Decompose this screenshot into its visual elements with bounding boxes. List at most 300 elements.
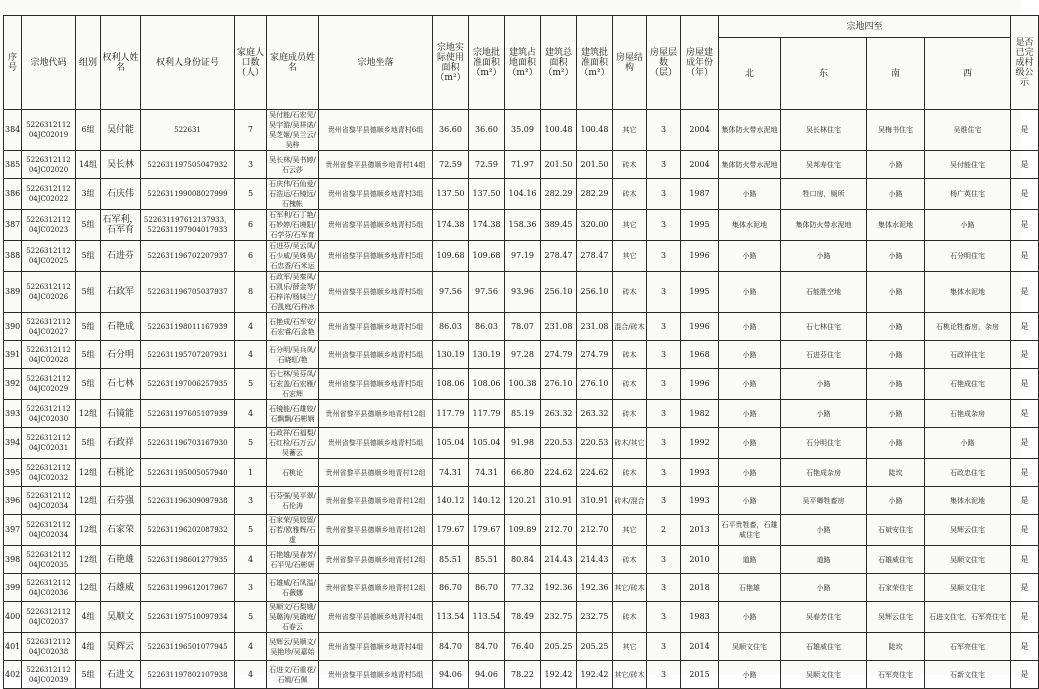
cell-members: 石政祥/石福梨/石红检/石万云/吴蓄云 <box>267 428 319 459</box>
cell-address: 贵州省黎平县德顺乡地青村5组 <box>319 428 433 459</box>
cell-actual-area: 97.56 <box>433 272 469 313</box>
cell-id-number: 522631197006257935 <box>141 369 235 400</box>
table-row <box>4 487 1039 515</box>
cell-west: 集体水泥地 <box>925 487 1011 515</box>
table-body <box>4 110 1039 689</box>
cell-east: 石分明住宅 <box>781 428 867 459</box>
cell-household-size: 5 <box>235 515 267 546</box>
cell-group: 3组 <box>76 179 101 210</box>
table-row <box>4 369 1039 400</box>
cell-approved-area: 36.60 <box>469 110 505 151</box>
cell-members: 吴长林/吴书婷/石云莎 <box>267 151 319 179</box>
cell-household-size: 3 <box>235 574 267 602</box>
cell-east: 石能胜空地 <box>781 272 867 313</box>
cell-floors: 3 <box>647 313 681 341</box>
cell-approved-floor: 231.08 <box>577 313 613 341</box>
cell-year: 1995 <box>681 210 719 241</box>
header-north: 北 <box>719 38 781 110</box>
cell-approved-area: 140.12 <box>469 487 505 515</box>
cell-south: 石雄威住宅 <box>867 546 925 574</box>
cell-members: 吴付能/石宏见/吴宇游/吴祥诺/吴芝姬/吴兰云/吴梓 <box>267 110 319 151</box>
cell-code: 5226312112 04JC02034 <box>22 487 76 515</box>
cell-actual-area: 86.70 <box>433 574 469 602</box>
cell-actual-area: 86.03 <box>433 313 469 341</box>
cell-seq: 400 <box>4 602 22 633</box>
cell-approved-floor: 282.29 <box>577 179 613 210</box>
cell-owner: 吴长林 <box>101 151 141 179</box>
table-row <box>4 151 1039 179</box>
cell-owner: 石政祥 <box>101 428 141 459</box>
cell-address: 贵州省黎平县德顺乡地青村3组 <box>319 179 433 210</box>
cell-id-number: 522631197605107939 <box>141 400 235 428</box>
table-row <box>4 459 1039 487</box>
homestead-register-table <box>3 15 1039 689</box>
cell-total-floor: 214.43 <box>541 546 577 574</box>
cell-group: 12组 <box>76 574 101 602</box>
cell-approved-area: 113.54 <box>469 602 505 633</box>
header-actual-area: 宗地实际使用面积（m²） <box>433 16 469 110</box>
cell-structure: 其它 <box>613 633 647 661</box>
cell-id-number: 522631 <box>141 110 235 151</box>
cell-approved-floor: 263.32 <box>577 400 613 428</box>
cell-west: 石艳成住宅 <box>925 369 1011 400</box>
cell-floors: 3 <box>647 428 681 459</box>
cell-east: 吴长林住宅 <box>781 110 867 151</box>
cell-seq: 384 <box>4 110 22 151</box>
cell-approved-floor: 278.47 <box>577 241 613 272</box>
cell-address: 贵州省黎平县德顺乡地青村12组 <box>319 487 433 515</box>
cell-south: 小路 <box>867 313 925 341</box>
cell-footprint: 97.19 <box>505 241 541 272</box>
cell-year: 1987 <box>681 179 719 210</box>
cell-west: 小路 <box>925 210 1011 241</box>
cell-code: 5226312112 04JC02020 <box>22 151 76 179</box>
cell-actual-area: 113.54 <box>433 602 469 633</box>
cell-seq: 390 <box>4 313 22 341</box>
cell-members: 石军利/石丁艳/石妙婷/石境阳/石学芬/石军育 <box>267 210 319 241</box>
cell-year: 2015 <box>681 661 719 689</box>
cell-floors: 3 <box>647 210 681 241</box>
cell-footprint: 66.80 <box>505 459 541 487</box>
cell-address: 贵州省黎平县德顺乡地青村5组 <box>319 272 433 313</box>
table-row <box>4 546 1039 574</box>
cell-west: 石分明住宅 <box>925 241 1011 272</box>
cell-south: 小路 <box>867 487 925 515</box>
cell-year: 1995 <box>681 272 719 313</box>
cell-footprint: 71.97 <box>505 151 541 179</box>
cell-done: 是 <box>1011 602 1039 633</box>
cell-approved-area: 108.06 <box>469 369 505 400</box>
cell-total-floor: 192.36 <box>541 574 577 602</box>
cell-north: 小路 <box>719 272 781 313</box>
cell-approved-floor: 220.53 <box>577 428 613 459</box>
cell-east: 小路 <box>781 515 867 546</box>
cell-south: 小路 <box>867 428 925 459</box>
table-row <box>4 633 1039 661</box>
cell-group: 5组 <box>76 210 101 241</box>
cell-south: 陡坎 <box>867 633 925 661</box>
cell-address: 贵州省黎平县德顺乡地青村4组 <box>319 633 433 661</box>
cell-approved-area: 109.68 <box>469 241 505 272</box>
cell-done: 是 <box>1011 179 1039 210</box>
cell-structure: 砖木 <box>613 369 647 400</box>
cell-household-size: 4 <box>235 313 267 341</box>
cell-approved-floor: 192.36 <box>577 574 613 602</box>
cell-household-size: 4 <box>235 546 267 574</box>
cell-group: 12组 <box>76 487 101 515</box>
cell-approved-floor: 100.48 <box>577 110 613 151</box>
cell-south: 石斌安住宅 <box>867 515 925 546</box>
cell-done: 是 <box>1011 369 1039 400</box>
cell-north: 集体防火带水泥地 <box>719 110 781 151</box>
cell-seq: 395 <box>4 459 22 487</box>
cell-footprint: 78.07 <box>505 313 541 341</box>
cell-members: 石艳成/石军安/石宏睿/石金艳 <box>267 313 319 341</box>
cell-id-number: 522631196703167930 <box>141 428 235 459</box>
cell-owner: 吴顺文 <box>101 602 141 633</box>
cell-members: 石镜能/石雄姣/石飘飘/石彬娴 <box>267 400 319 428</box>
cell-north: 小路 <box>719 369 781 400</box>
cell-footprint: 80.84 <box>505 546 541 574</box>
cell-south: 小路 <box>867 151 925 179</box>
cell-total-floor: 276.10 <box>541 369 577 400</box>
cell-floors: 3 <box>647 179 681 210</box>
cell-total-floor: 205.25 <box>541 633 577 661</box>
cell-approved-area: 97.56 <box>469 272 505 313</box>
cell-year: 1993 <box>681 487 719 515</box>
header-owner: 权利人姓名 <box>101 16 141 110</box>
cell-household-size: 8 <box>235 272 267 313</box>
cell-structure: 砖木 <box>613 459 647 487</box>
cell-code: 5226312112 04JC02035 <box>22 546 76 574</box>
cell-north: 小路 <box>719 179 781 210</box>
cell-footprint: 120.21 <box>505 487 541 515</box>
cell-seq: 386 <box>4 179 22 210</box>
cell-actual-area: 84.70 <box>433 633 469 661</box>
cell-owner: 石政军 <box>101 272 141 313</box>
table-row <box>4 179 1039 210</box>
cell-actual-area: 94.06 <box>433 661 469 689</box>
cell-structure: 其它/砖木 <box>613 574 647 602</box>
cell-south: 小路 <box>867 272 925 313</box>
cell-total-floor: 224.62 <box>541 459 577 487</box>
cell-footprint: 76.40 <box>505 633 541 661</box>
cell-year: 2004 <box>681 151 719 179</box>
cell-south: 小路 <box>867 400 925 428</box>
cell-north: 石平贵牲畜，石雄威住宅 <box>719 515 781 546</box>
cell-household-size: 4 <box>235 400 267 428</box>
cell-id-number: 522631199612017967 <box>141 574 235 602</box>
header-address: 宗地坐落 <box>319 16 433 110</box>
cell-group: 5组 <box>76 272 101 313</box>
cell-code: 5226312112 04JC02019 <box>22 110 76 151</box>
cell-members: 石家荣/吴姣留/石若/欧雅辉/石虚 <box>267 515 319 546</box>
table-row <box>4 341 1039 369</box>
cell-footprint: 104.16 <box>505 179 541 210</box>
cell-id-number: 522631197510097934 <box>141 602 235 633</box>
table-row <box>4 313 1039 341</box>
cell-approved-floor: 201.50 <box>577 151 613 179</box>
cell-east: 石进芬住宅 <box>781 341 867 369</box>
table-row <box>4 602 1039 633</box>
cell-code: 5226312112 04JC02025 <box>22 241 76 272</box>
cell-owner: 吴辉云 <box>101 633 141 661</box>
cell-approved-area: 105.04 <box>469 428 505 459</box>
cell-total-floor: 389.45 <box>541 210 577 241</box>
cell-group: 5组 <box>76 428 101 459</box>
cell-code: 5226312112 04JC02023 <box>22 210 76 241</box>
cell-household-size: 5 <box>235 602 267 633</box>
cell-actual-area: 85.51 <box>433 546 469 574</box>
cell-approved-area: 86.03 <box>469 313 505 341</box>
cell-actual-area: 174.38 <box>433 210 469 241</box>
cell-done: 是 <box>1011 546 1039 574</box>
header-household-size: 家庭人口数（人） <box>235 16 267 110</box>
cell-south: 集体水泥地 <box>867 210 925 241</box>
cell-east: 石雄威住宅 <box>781 633 867 661</box>
cell-west: 石军亮住宅 <box>925 633 1011 661</box>
cell-south: 小路 <box>867 341 925 369</box>
cell-floors: 3 <box>647 110 681 151</box>
cell-footprint: 78.22 <box>505 661 541 689</box>
cell-address: 贵州省黎平县德顺乡地青村4组 <box>319 602 433 633</box>
cell-address: 贵州省黎平县德顺乡地青村5组 <box>319 341 433 369</box>
header-members: 家庭成员姓名 <box>267 16 319 110</box>
cell-group: 12组 <box>76 400 101 428</box>
cell-approved-floor: 205.25 <box>577 633 613 661</box>
cell-group: 5组 <box>76 313 101 341</box>
cell-east: 吴平卿牲畜房 <box>781 487 867 515</box>
cell-group: 5组 <box>76 661 101 689</box>
cell-structure: 砖木 <box>613 179 647 210</box>
cell-code: 5226312112 04JC02037 <box>22 602 76 633</box>
cell-south: 小路 <box>867 179 925 210</box>
header-footprint: 建筑占地面积（m²） <box>505 16 541 110</box>
cell-done: 是 <box>1011 633 1039 661</box>
cell-owner: 石庆伟 <box>101 179 141 210</box>
cell-group: 12组 <box>76 459 101 487</box>
table-row <box>4 428 1039 459</box>
cell-north: 石艳雄 <box>719 574 781 602</box>
cell-total-floor: 310.91 <box>541 487 577 515</box>
cell-east: 小路 <box>781 574 867 602</box>
header-west: 西 <box>925 38 1011 110</box>
cell-seq: 388 <box>4 241 22 272</box>
cell-approved-area: 94.06 <box>469 661 505 689</box>
cell-west: 吴顺文住宅 <box>925 546 1011 574</box>
header-code: 宗地代码 <box>22 16 76 110</box>
cell-actual-area: 109.68 <box>433 241 469 272</box>
cell-west: 石新文住宅 <box>925 661 1011 689</box>
cell-west: 石政忠住宅 <box>925 459 1011 487</box>
cell-owner: 吴付能 <box>101 110 141 151</box>
cell-household-size: 5 <box>235 179 267 210</box>
cell-total-floor: 263.32 <box>541 400 577 428</box>
cell-address: 贵州省黎平县德顺乡地青村5组 <box>319 313 433 341</box>
cell-id-number: 522631199008027999 <box>141 179 235 210</box>
cell-members: 石桃论 <box>267 459 319 487</box>
cell-code: 5226312112 04JC02027 <box>22 313 76 341</box>
cell-west: 小路 <box>925 428 1011 459</box>
cell-done: 是 <box>1011 400 1039 428</box>
cell-footprint: 91.98 <box>505 428 541 459</box>
cell-east: 石艳成杂房 <box>781 459 867 487</box>
header-structure: 房屋结构 <box>613 16 647 110</box>
cell-household-size: 5 <box>235 428 267 459</box>
cell-west: 吴顺文住宅 <box>925 574 1011 602</box>
cell-year: 1982 <box>681 400 719 428</box>
cell-address: 贵州省黎平县德顺乡地青村12组 <box>319 515 433 546</box>
cell-actual-area: 72.59 <box>433 151 469 179</box>
cell-year: 1996 <box>681 369 719 400</box>
cell-structure: 砖木 <box>613 400 647 428</box>
cell-seq: 394 <box>4 428 22 459</box>
cell-east: 小路 <box>781 369 867 400</box>
cell-seq: 392 <box>4 369 22 400</box>
cell-north: 集体水泥地 <box>719 210 781 241</box>
cell-address: 贵州省黎平县德顺乡地青村5组 <box>319 210 433 241</box>
cell-members: 吴辉云/吴顺文/吴艳珍/吴嘉始 <box>267 633 319 661</box>
cell-id-number: 522631197802107938 <box>141 661 235 689</box>
cell-members: 石艳雄/吴春芳/石平见/石彬妍 <box>267 546 319 574</box>
cell-footprint: 109.89 <box>505 515 541 546</box>
cell-id-number: 522631196702207937 <box>141 241 235 272</box>
cell-group: 12组 <box>76 546 101 574</box>
cell-code: 5226312112 04JC02034 <box>22 515 76 546</box>
cell-household-size: 4 <box>235 661 267 689</box>
cell-year: 2014 <box>681 633 719 661</box>
cell-id-number: 522631198011167939 <box>141 313 235 341</box>
cell-address: 贵州省黎平县德顺乡地青村12组 <box>319 400 433 428</box>
cell-seq: 401 <box>4 633 22 661</box>
cell-address: 贵州省黎平县德顺乡地青村12组 <box>319 574 433 602</box>
cell-north: 小路 <box>719 602 781 633</box>
cell-actual-area: 74.31 <box>433 459 469 487</box>
cell-north: 小路 <box>719 341 781 369</box>
header-boundary-group: 宗地四至 <box>719 16 1011 38</box>
cell-west: 杨广英住宅 <box>925 179 1011 210</box>
cell-seq: 402 <box>4 661 22 689</box>
cell-floors: 3 <box>647 241 681 272</box>
table-row <box>4 210 1039 241</box>
cell-id-number: 522631195005057940 <box>141 459 235 487</box>
cell-west: 石桃论牲畜房，杂房 <box>925 313 1011 341</box>
cell-owner: 石家荣 <box>101 515 141 546</box>
cell-seq: 389 <box>4 272 22 313</box>
cell-members: 石政军/吴秦凤/石凯乐/薛金琴/石梓洋/杨妹兰/石凯庭/石梓冰 <box>267 272 319 313</box>
cell-south: 小路 <box>867 369 925 400</box>
cell-floors: 3 <box>647 151 681 179</box>
cell-done: 是 <box>1011 341 1039 369</box>
cell-done: 是 <box>1011 110 1039 151</box>
cell-east: 集体防火带水泥地 <box>781 210 867 241</box>
cell-done: 是 <box>1011 574 1039 602</box>
header-seq: 序号 <box>4 16 22 110</box>
table-row <box>4 241 1039 272</box>
cell-approved-floor: 224.62 <box>577 459 613 487</box>
cell-west: 石政祥住宅 <box>925 341 1011 369</box>
cell-done: 是 <box>1011 241 1039 272</box>
cell-approved-area: 84.70 <box>469 633 505 661</box>
cell-code: 5226312112 04JC02032 <box>22 459 76 487</box>
cell-household-size: 5 <box>235 369 267 400</box>
cell-seq: 397 <box>4 515 22 546</box>
cell-members: 石雄威/石凤溢/石薇娜 <box>267 574 319 602</box>
cell-year: 1996 <box>681 313 719 341</box>
cell-code: 5226312112 04JC02028 <box>22 341 76 369</box>
cell-east: 小路 <box>781 400 867 428</box>
cell-actual-area: 137.50 <box>433 179 469 210</box>
cell-owner: 石芬强 <box>101 487 141 515</box>
cell-address: 贵州省黎平县德顺乡地青村12组 <box>319 459 433 487</box>
cell-floors: 3 <box>647 487 681 515</box>
cell-north: 小路 <box>719 428 781 459</box>
cell-total-floor: 212.70 <box>541 515 577 546</box>
cell-year: 1996 <box>681 241 719 272</box>
cell-approved-floor: 320.00 <box>577 210 613 241</box>
cell-id-number: 522631196309097938 <box>141 487 235 515</box>
cell-footprint: 85.19 <box>505 400 541 428</box>
cell-code: 5226312112 04JC02029 <box>22 369 76 400</box>
cell-household-size: 1 <box>235 459 267 487</box>
cell-floors: 3 <box>647 272 681 313</box>
cell-north: 小路 <box>719 313 781 341</box>
cell-owner: 石雄威 <box>101 574 141 602</box>
cell-done: 是 <box>1011 313 1039 341</box>
cell-south: 石军亮住宅 <box>867 661 925 689</box>
cell-address: 贵州省黎平县德顺乡地青村5组 <box>319 369 433 400</box>
cell-structure: 砖木/混合 <box>613 487 647 515</box>
cell-floors: 3 <box>647 661 681 689</box>
cell-floors: 3 <box>647 459 681 487</box>
cell-floors: 3 <box>647 574 681 602</box>
cell-north: 小路 <box>719 400 781 428</box>
cell-actual-area: 117.79 <box>433 400 469 428</box>
cell-members: 石进芬/吴云凤/石少威/吴姝昊/石忠香/石米运 <box>267 241 319 272</box>
cell-floors: 3 <box>647 602 681 633</box>
cell-owner: 石镜能 <box>101 400 141 428</box>
cell-owner: 石进文 <box>101 661 141 689</box>
cell-id-number: 522631197612137933，522631197904017933 <box>141 210 235 241</box>
cell-approved-floor: 310.91 <box>577 487 613 515</box>
cell-total-floor: 274.79 <box>541 341 577 369</box>
cell-group: 5组 <box>76 341 101 369</box>
header-id: 权利人身份证号 <box>141 16 235 110</box>
cell-total-floor: 220.53 <box>541 428 577 459</box>
cell-south: 吴辉云住宅 <box>867 602 925 633</box>
cell-structure: 其它 <box>613 515 647 546</box>
cell-east: 吴邦寿住宅 <box>781 151 867 179</box>
cell-members: 石芬强/吴平翠/石伦涛 <box>267 487 319 515</box>
cell-west: 吴辉云住宅 <box>925 515 1011 546</box>
cell-structure: 砖木 <box>613 151 647 179</box>
cell-total-floor: 201.50 <box>541 151 577 179</box>
cell-done: 是 <box>1011 661 1039 689</box>
cell-approved-area: 74.31 <box>469 459 505 487</box>
cell-west: 集体水泥地 <box>925 272 1011 313</box>
header-group: 组别 <box>76 16 101 110</box>
cell-structure: 砖木 <box>613 546 647 574</box>
cell-west: 石艳成杂房 <box>925 400 1011 428</box>
cell-done: 是 <box>1011 210 1039 241</box>
cell-total-floor: 232.75 <box>541 602 577 633</box>
cell-address: 贵州省黎平县德顺乡地青村6组 <box>319 110 433 151</box>
cell-seq: 385 <box>4 151 22 179</box>
cell-total-floor: 100.48 <box>541 110 577 151</box>
cell-north: 吴顺文住宅 <box>719 633 781 661</box>
header-done: 是否已完成村级公示 <box>1011 16 1039 110</box>
cell-household-size: 3 <box>235 487 267 515</box>
